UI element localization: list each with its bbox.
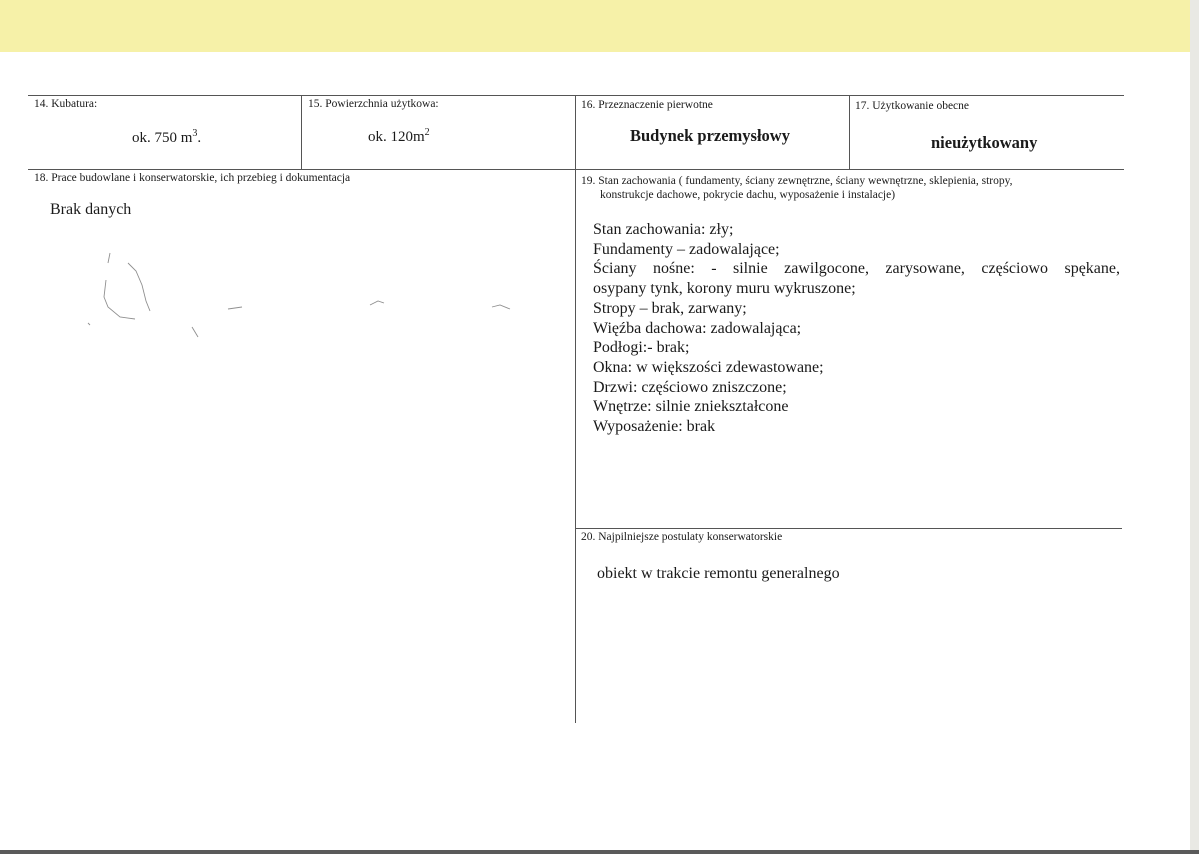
condition-line: Stan zachowania: zły; <box>593 221 734 238</box>
grid-line-20-top <box>576 528 1122 529</box>
condition-line: Podłogi:- brak; <box>593 339 690 357</box>
condition-line: Ściany nośne: - silnie zawilgocone, zarysowane, częściowo spękane, <box>593 260 1120 278</box>
scan-bottom-edge <box>0 850 1199 854</box>
field-14-value <box>132 128 201 147</box>
scan-right-edge <box>1190 0 1199 854</box>
field-14-unit-exponent: 3 <box>192 128 198 139</box>
field-17-value: nieużytkowany <box>931 133 1038 152</box>
field-16-label: 16. Przeznaczenie pierwotne <box>581 99 713 111</box>
field-14-number: ok. 750 m <box>132 130 193 146</box>
condition-line: Okna: w większości zdewastowane; <box>593 358 824 376</box>
pencil-scribble <box>80 245 600 355</box>
field-20-label: 20. Najpilniejsze postulaty konserwatorskie <box>581 531 783 543</box>
condition-line: Wnętrze: silnie zniekształcone <box>593 398 789 416</box>
condition-line: Stropy – brak, zarwany; <box>593 299 747 317</box>
grid-divider-16-17 <box>849 95 850 169</box>
condition-line: Fundamenty – zadowalające; <box>593 240 780 258</box>
field-18-label: 18. Prace budowlane i konserwatorskie, ich przebieg i dokumentacja <box>34 172 351 184</box>
condition-line: osypany tynk, korony muru wykruszone; <box>593 280 856 298</box>
yellow-top-band <box>0 0 1199 52</box>
field-16-value: Budynek przemysłowy <box>630 126 790 145</box>
field-19-label <box>581 174 1101 202</box>
field-18-value: Brak danych <box>50 201 132 218</box>
field-15-value <box>368 127 430 146</box>
condition-line: Więźba dachowa: zadowalająca; <box>593 319 802 337</box>
field-19-label-line-1: 19. Stan zachowania ( fundamenty, ściany zewnętrzne, ściany wewnętrzne, sklepienia, stropy, <box>581 175 1013 187</box>
grid-line-middle <box>28 169 1124 170</box>
grid-divider-main <box>575 95 576 723</box>
grid-divider-14-15 <box>301 95 302 169</box>
field-17-label: 17. Użytkowanie obecne <box>855 100 970 112</box>
condition-line: Drzwi: częściowo zniszczone; <box>593 378 787 396</box>
field-15-label: 15. Powierzchnia użytkowa: <box>308 98 439 110</box>
condition-line: Wyposażenie: brak <box>593 418 716 436</box>
field-20-value: obiekt w trakcie remontu generalnego <box>597 565 840 582</box>
field-15-unit-exponent: 2 <box>424 127 430 138</box>
field-14-label: 14. Kubatura: <box>34 98 98 110</box>
condition-list <box>593 220 1120 437</box>
field-14-period: . <box>197 130 202 146</box>
grid-line-top <box>28 95 1124 96</box>
field-19-label-line-2: konstrukcje dachowe, pokrycie dachu, wyposażenie i instalacje) <box>600 189 896 201</box>
field-15-number: ok. 120m <box>368 129 425 145</box>
